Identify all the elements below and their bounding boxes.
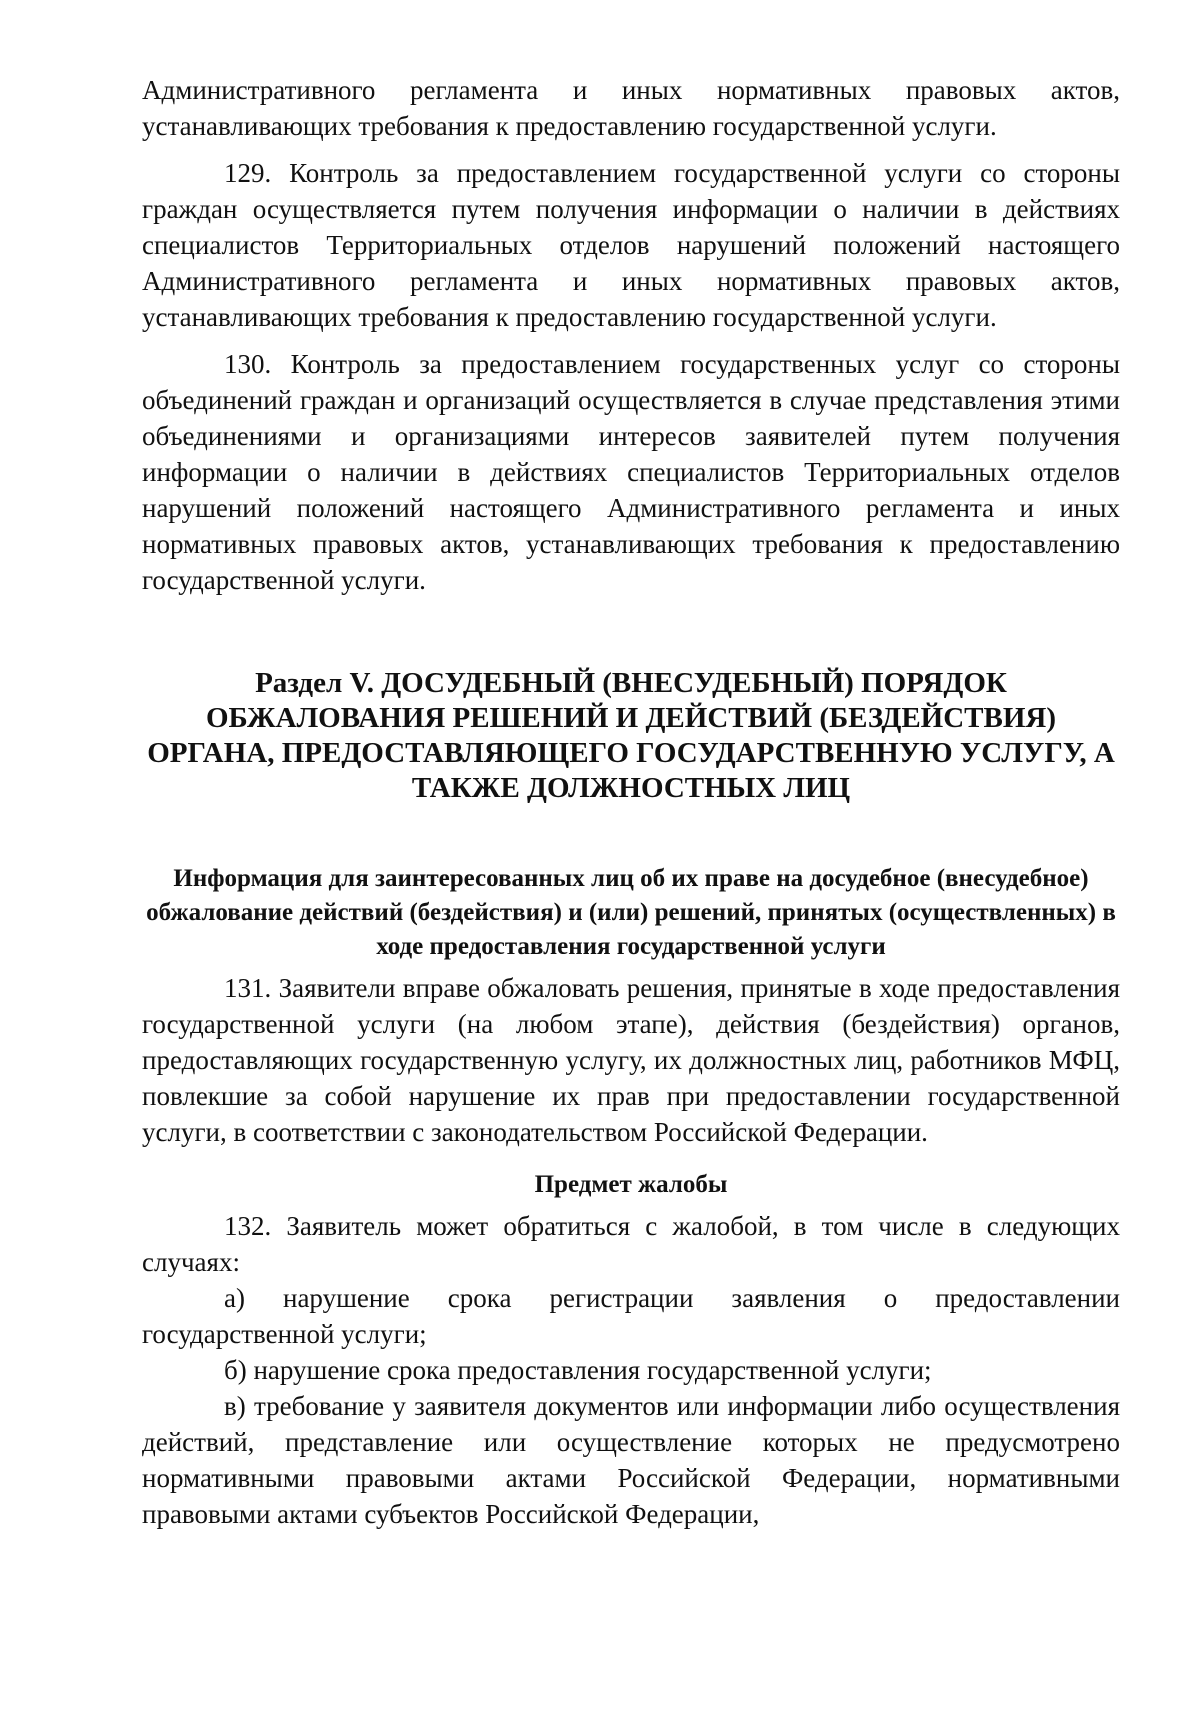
document-body bbox=[142, 72, 1120, 1532]
list-item-b: б) нарушение срока предоставления государственной услуги; bbox=[224, 1355, 932, 1385]
list-item-v: в) требование у заявителя документов или информации либо осуществления действий, представление или осуществление которых не предусмотрено нормативными правовыми актами Российской Федерации, нормативными правовыми актами субъектов Российской Федерации, bbox=[142, 1391, 1120, 1529]
paragraph-130: 130. Контроль за предоставлением государственных услуг со стороны объединений граждан и организаций осуществляется в случае представления этими объединениями и организациями интересов заявителей путем получения информации о наличии в действиях специалистов Территориальных отделов нарушений положений настоящего Административного регламента и иных нормативных правовых актов, устанавливающих требования к предоставлению государственной услуги. bbox=[142, 349, 1120, 595]
info-heading: Информация для заинтересованных лиц об их праве на досудебное (внесудебное) обжалование действий (бездействия) и (или) решений, принятых (осуществленных) в ходе предоставления государственной услуги bbox=[146, 865, 1116, 960]
section-title: Раздел V. ДОСУДЕБНЫЙ (ВНЕСУДЕБНЫЙ) ПОРЯДОК ОБЖАЛОВАНИЯ РЕШЕНИЙ И ДЕЙСТВИЙ (БЕЗДЕЙСТВИЯ) ОРГАНА, ПРЕДОСТАВЛЯЮЩЕГО ГОСУДАРСТВЕННУЮ УСЛУГУ, А ТАКЖЕ ДОЛЖНОСТНЫХ ЛИЦ bbox=[147, 667, 1115, 804]
paragraph-continuation: Административного регламента и иных нормативных правовых актов, устанавливающих требования к предоставлению государственной услуги. bbox=[142, 75, 1120, 141]
list-item-a: а) нарушение срока регистрации заявления о предоставлении государственной услуги; bbox=[142, 1283, 1120, 1349]
paragraph-131: 131. Заявители вправе обжаловать решения, принятые в ходе предоставления государственной услуги (на любом этапе), действия (бездействия) органов, предоставляющих государственную услугу, их должностных лиц, работников МФЦ, повлекшие за собой нарушение их прав при предоставлении государственной услуги, в соответствии с законодательством Российской Федерации. bbox=[142, 973, 1120, 1147]
subject-heading: Предмет жалобы bbox=[534, 1171, 728, 1198]
paragraph-129: 129. Контроль за предоставлением государственной услуги со стороны граждан осуществляется путем получения информации о наличии в действиях специалистов Территориальных отделов нарушений положений настоящего Административного регламента и иных нормативных правовых актов, устанавливающих требования к предоставлению государственной услуги. bbox=[142, 158, 1120, 332]
paragraph-132: 132. Заявитель может обратиться с жалобой, в том числе в следующих случаях: bbox=[142, 1211, 1120, 1277]
